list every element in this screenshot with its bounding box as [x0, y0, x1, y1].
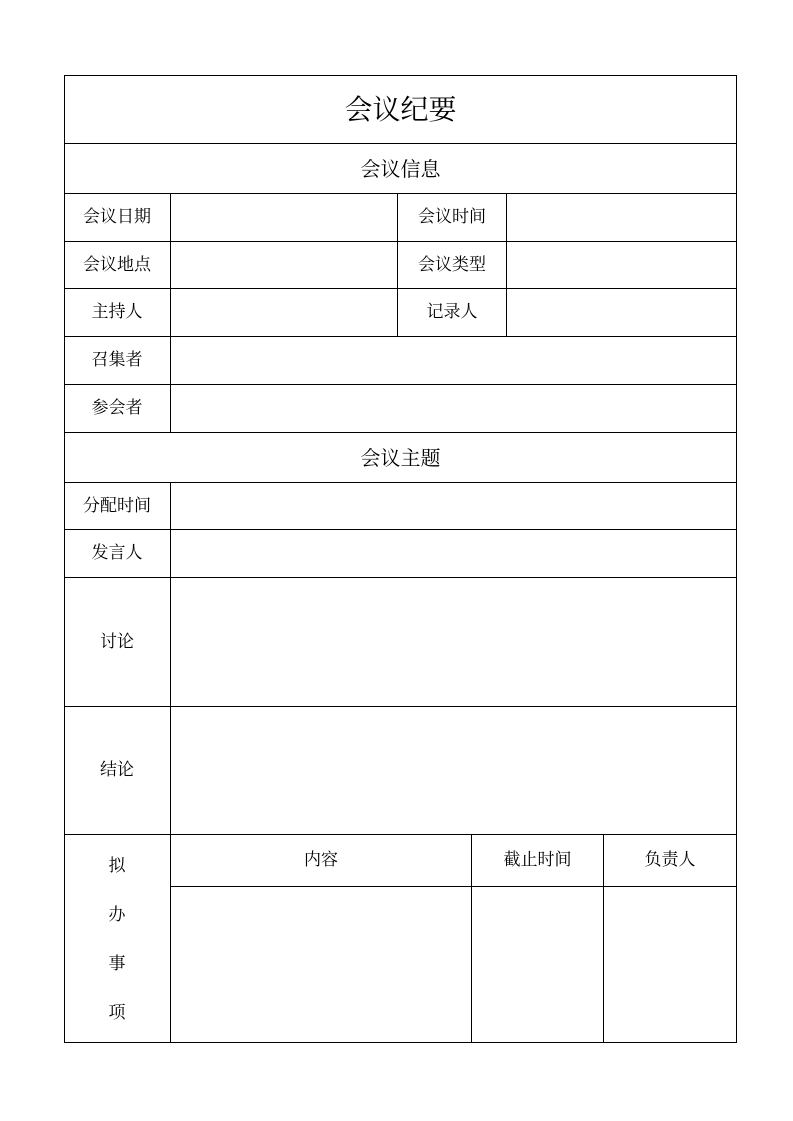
action-deadline-field[interactable] [472, 887, 603, 1042]
meeting-type-field[interactable] [507, 242, 736, 288]
host-field[interactable] [171, 289, 397, 336]
label-host: 主持人 [91, 302, 143, 322]
label-meeting-date: 会议日期 [83, 207, 151, 227]
label-meeting-location: 会议地点 [83, 254, 151, 275]
recorder-field[interactable] [507, 289, 736, 336]
label-discussion: 讨论 [100, 631, 134, 652]
meeting-date-field[interactable] [171, 194, 397, 241]
action-items-char: 事 [108, 954, 126, 974]
conclusion-field[interactable] [171, 707, 736, 834]
action-header-content: 内容 [304, 850, 338, 870]
label-convener: 召集者 [91, 350, 143, 370]
label-attendees: 参会者 [91, 398, 143, 418]
action-header-owner: 负责人 [644, 850, 696, 870]
section-heading-topic: 会议主题 [360, 445, 441, 470]
label-speaker: 发言人 [91, 543, 143, 563]
label-action-items [64, 852, 170, 1022]
label-meeting-time: 会议时间 [418, 207, 486, 227]
allotted-time-field[interactable] [171, 483, 736, 529]
speaker-field[interactable] [171, 530, 736, 577]
label-conclusion: 结论 [100, 760, 134, 780]
meeting-time-field[interactable] [507, 194, 736, 241]
convener-field[interactable] [171, 337, 736, 384]
label-recorder: 记录人 [426, 302, 478, 322]
action-header-deadline: 截止时间 [503, 850, 572, 870]
meeting-location-field[interactable] [171, 242, 397, 288]
label-meeting-type: 会议类型 [418, 254, 486, 275]
section-heading-info: 会议信息 [360, 156, 441, 181]
document-title: 会议纪要 [344, 92, 457, 126]
label-allotted-time: 分配时间 [83, 495, 151, 516]
action-items-char: 办 [108, 905, 126, 925]
attendees-field[interactable] [171, 385, 736, 432]
action-owner-field[interactable] [604, 887, 736, 1042]
action-items-char: 拟 [108, 856, 126, 876]
action-content-field[interactable] [171, 887, 471, 1042]
discussion-field[interactable] [171, 578, 736, 706]
action-items-char: 项 [108, 1003, 126, 1023]
